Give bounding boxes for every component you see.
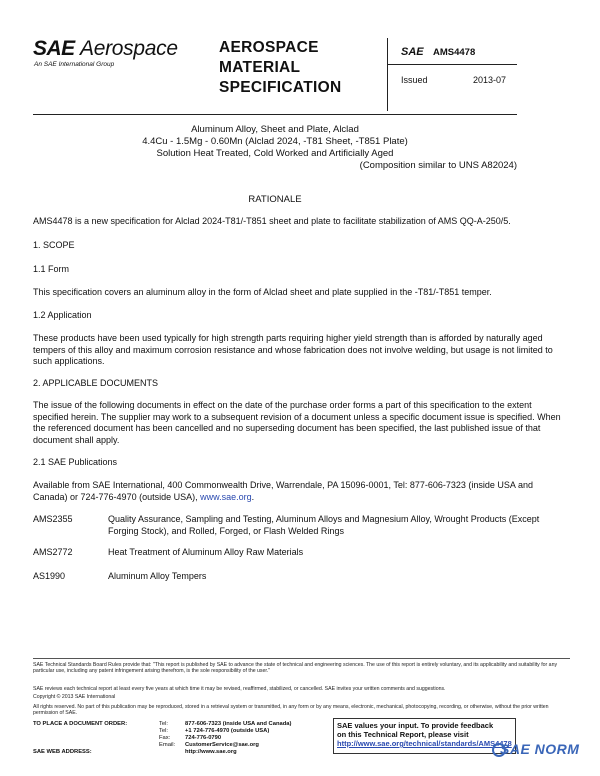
reference-title: Aluminum Alloy Tempers	[108, 571, 207, 581]
order-label: TO PLACE A DOCUMENT ORDER:	[33, 721, 128, 727]
web-address-link[interactable]: http://www.sae.org	[185, 749, 237, 755]
reference-code: AMS2772	[33, 547, 73, 557]
logo-subtitle: An SAE International Group	[34, 61, 115, 68]
order-value: 877-606-7323 (inside USA and Canada)	[185, 721, 292, 727]
web-address-label: SAE WEB ADDRESS:	[33, 749, 92, 755]
document-title	[33, 124, 517, 172]
watermark-text: SAE NORM	[500, 741, 580, 757]
title-line-2: 4.4Cu - 1.5Mg - 0.60Mn (Alclad 2024, -T81 Sheet, -T851 Plate)	[142, 136, 408, 147]
order-key: Tel:	[159, 728, 169, 734]
header-divider-horizontal	[387, 64, 517, 65]
order-info	[33, 721, 325, 756]
rationale-heading: RATIONALE	[248, 194, 302, 205]
sae-publications-end: .	[251, 491, 255, 502]
application-text: These products have been used typically for high strength parts requiring higher yield strength than is afforded by naturally aged tempers of this alloy and maximum corrosion resistance and whose fabrication does not involve welding, but usage is not limited to such applications.	[33, 333, 553, 366]
small-sae-logo: SAE	[401, 46, 424, 58]
feedback-line-2: on this Technical Report, please visit	[337, 730, 469, 739]
sae-website-link[interactable]: www.sae.org	[200, 491, 252, 502]
order-value: +1 724-776-4970 (outside USA)	[185, 728, 270, 734]
header-bottom-rule	[33, 114, 517, 115]
rationale-text: AMS4478 is a new specification for Alclad 2024-T81/-T851 sheet and plate to facilitate stabilization of AMS QQ-A-250/5.	[33, 216, 511, 226]
scope-heading: 1. SCOPE	[33, 240, 75, 250]
applicable-text: The issue of the following documents in effect on the date of the purchase order forms a part of this specification to the extent specified herein. The supplier may work to a subsequent revision of a document unless a specific document issue is specified. When the referenced document has been cancelled and no superseding document has been specified, the last published issue of that document shall apply.	[33, 400, 561, 445]
sae-logo: SAE	[33, 37, 75, 60]
footer-copyright: Copyright © 2013 SAE International	[33, 694, 116, 700]
order-value: 724-776-0790	[185, 735, 222, 741]
reference-code: AS1990	[33, 571, 66, 581]
sae-publications-text	[33, 480, 569, 503]
footer-review-text: SAE reviews each technical report at least every five years at which time it may be revised, reaffirmed, stabilized, or cancelled. SAE invites your written comments and suggestions.	[33, 686, 446, 692]
header-divider-vertical	[387, 38, 388, 111]
application-heading: 1.2 Application	[33, 310, 92, 320]
issued-date: 2013-07	[473, 75, 507, 85]
feedback-link[interactable]: http://www.sae.org/technical/standards/AMS4478	[337, 739, 512, 748]
sae-publications-body: Available from SAE International, 400 Commonwealth Drive, Warrendale, PA 15096-0001, Tel: 877-606-7323 (inside USA and Canada) or 724-776-4970 (outside USA),	[33, 480, 533, 502]
order-key: Email:	[159, 742, 176, 748]
footer-rights-text: All rights reserved. No part of this publication may be reproduced, stored in a retrieval system or transmitted, in any form or by any means, electronic, mechanical, photocopying, recording, or otherwise, without the prior written permission of SAE.	[33, 704, 549, 717]
feedback-box	[333, 718, 516, 754]
spec-title	[219, 38, 341, 98]
title-line-1: Aluminum Alloy, Sheet and Plate, Alclad	[191, 124, 359, 135]
reference-title: Heat Treatment of Aluminum Alloy Raw Materials	[108, 547, 304, 557]
footer-rules-text: SAE Technical Standards Board Rules provide that: "This report is published by SAE to advance the state of technical and engineering sciences. The use of this report is entirely voluntary, and its applicability and suitability for any particular use, including any patent infringement arising therefrom, is the sole responsibility of the user."	[33, 662, 558, 675]
spec-title-line: SPECIFICATION	[219, 79, 342, 96]
order-email[interactable]: CustomerService@sae.org	[185, 742, 259, 748]
spec-title-line: MATERIAL	[219, 59, 301, 76]
form-text: This specification covers an aluminum alloy in the form of Alclad sheet and plate supplied in the -T81/-T851 temper.	[33, 287, 492, 297]
issued-label: Issued	[401, 75, 428, 85]
feedback-line-1: SAE values your input. To provide feedback	[337, 721, 494, 730]
footer-rule	[33, 658, 570, 659]
sae-publications-heading: 2.1 SAE Publications	[33, 457, 118, 467]
form-heading: 1.1 Form	[33, 264, 70, 274]
applicable-heading: 2. APPLICABLE DOCUMENTS	[33, 378, 159, 388]
title-line-4: (Composition similar to UNS A82024)	[359, 160, 517, 171]
order-key: Tel:	[159, 721, 169, 727]
document-number: AMS4478	[433, 47, 476, 58]
order-key: Fax:	[159, 735, 171, 741]
aerospace-logo-text: Aerospace	[80, 37, 178, 60]
title-line-3: Solution Heat Treated, Cold Worked and Artificially Aged	[156, 148, 394, 159]
reference-code: AMS2355	[33, 514, 73, 524]
reference-title: Quality Assurance, Sampling and Testing, Aluminum Alloys and Magnesium Alloy, Wrought Products (Except Forging Stock), and Rolled, Forged, or Flash Welded Rings	[108, 514, 540, 536]
spec-title-line: AEROSPACE	[219, 39, 319, 56]
